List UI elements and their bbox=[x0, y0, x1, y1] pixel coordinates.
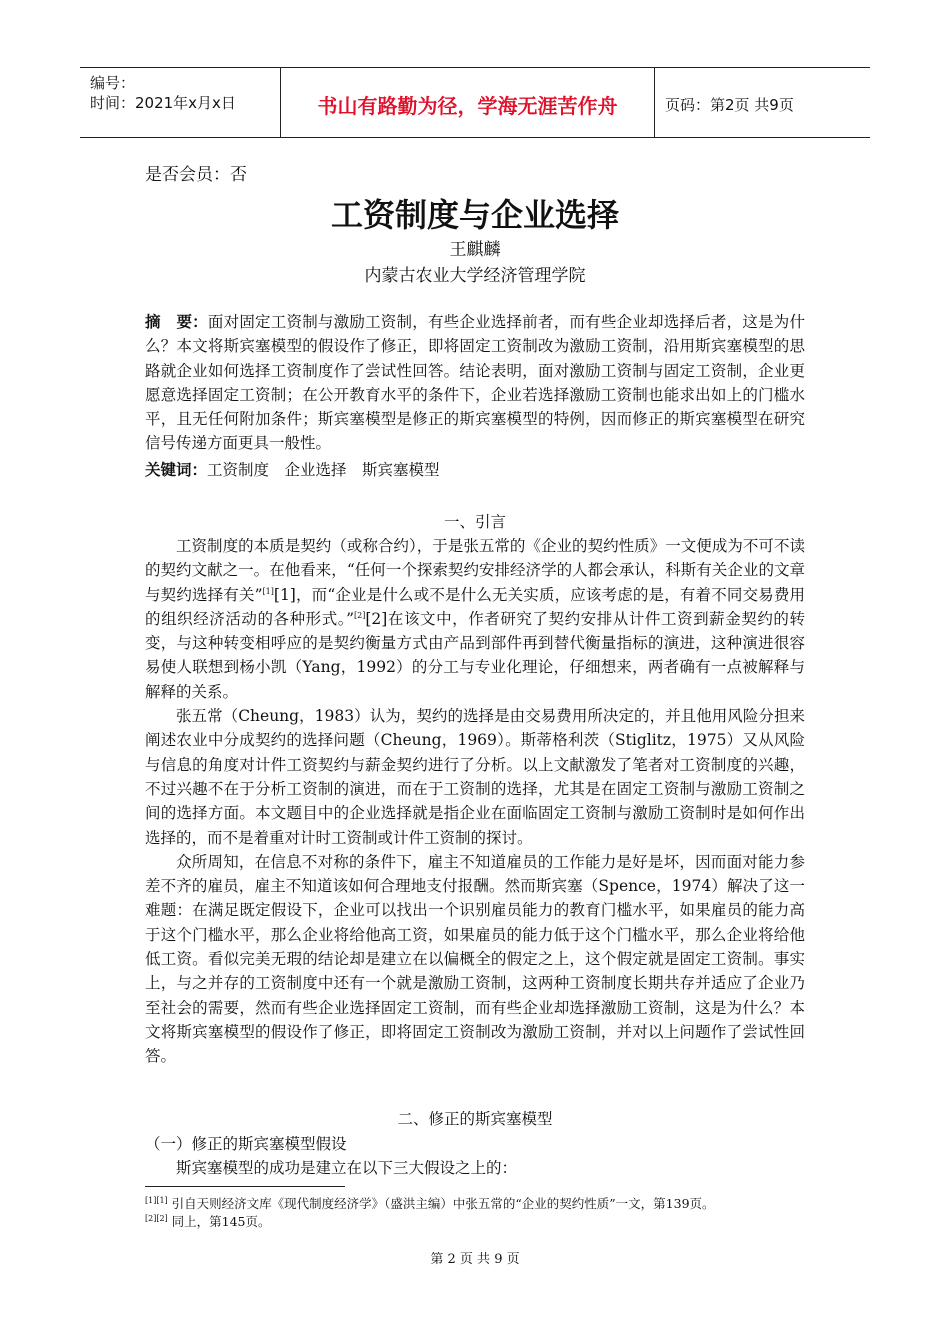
section2-paragraph-1: 斯宾塞模型的成功是建立在以下三大假设之上的： bbox=[176, 1159, 518, 1177]
section1-paragraph-2: 张五常（Cheung，1983）认为，契约的选择是由交易费用所决定的，并且他用风险分担来阐述农业中分成契约的选择问题（Cheung，1969）。斯蒂格利茨（Stiglitz，1975）又从风险与信息的角度对计件工资契约与薪金契约进行了分析。以上文献激发了笔者对工资制度的兴趣，不过兴趣不在于分析工资制的演进，而在于工资制的选择，尤其是在固定工资制与激励工资制之间的选择方面。本文题目中的企业选择就是指企业在面临固定工资制与激励工资制时是如何作出选择的，而不是着重对计时工资制或计件工资制的探讨。 bbox=[145, 707, 805, 847]
section2-body bbox=[145, 1156, 805, 1180]
page-header bbox=[80, 67, 870, 138]
time-label: 时间：2021年x月x日 bbox=[90, 94, 236, 112]
number-label: 编号： bbox=[90, 74, 136, 92]
section2-heading: 二、修正的斯宾塞模型 bbox=[397, 1110, 553, 1128]
p1-text-b: [1]，而“企业是什么或不是什么无关实质，应该考虑的是，有着不同交易费用的组织经济活动的各种形式。” bbox=[145, 585, 805, 628]
footnote-divider bbox=[145, 1186, 345, 1187]
footnote-ref-1: [1] bbox=[262, 586, 274, 596]
page-footer: 第 2 页 共 9 页 bbox=[430, 1252, 520, 1267]
keywords bbox=[145, 458, 805, 482]
header-motto-cell bbox=[280, 68, 655, 137]
footnote-ref-2: [2] bbox=[354, 610, 366, 620]
section1-paragraph-3: 众所周知，在信息不对称的条件下，雇主不知道雇员的工作能力是好是坏，因而面对能力参差不齐的雇员，雇主不知道该如何合理地支付报酬。然而斯宾塞（Spence，1974）解决了这一难题：在满足既定假设下，企业可以找出一个识别雇员能力的教育门槛水平，如果雇员的能力高于这个门槛水平，那么企业将给他高工资，如果雇员的能力低于这个门槛水平，那么企业将给他低工资。看似完美无瑕的结论却是建立在以偏概全的假定之上，这个假定就是固定工资制。事实上，与之并存的工资制度中还有一个就是激励工资制，这两种工资制度长期共存并适应了企业乃至社会的需要，然而有些企业选择固定工资制，而有些企业却选择激励工资制，这是为什么？本文将斯宾塞模型的假设作了修正，即将固定工资制改为激励工资制，并对以上问题作了尝试性回答。 bbox=[145, 852, 805, 1066]
abstract-label: 摘 要： bbox=[145, 312, 208, 331]
header-page-label: 页码：第2页 共9页 bbox=[665, 96, 794, 114]
section1-body bbox=[145, 534, 805, 1069]
footnote-2-text: 同上，第145页。 bbox=[167, 1214, 271, 1229]
author-name: 王麒麟 bbox=[449, 240, 501, 260]
keywords-label: 关键词： bbox=[145, 460, 208, 479]
header-right-cell bbox=[653, 68, 870, 137]
footnote-1-text: 引自天则经济文库《现代制度经济学》（盛洪主编）中张五常的“企业的契约性质”一文，第139页。 bbox=[167, 1196, 715, 1211]
header-left-cell bbox=[80, 68, 280, 137]
p1-text-c: [2]在该文中，作者研究了契约安排从计件工资到薪金契约的转变，与这种转变相呼应的是契约衡量方式由产品到部件再到替代衡量指标的演进，这种演进很容易使人联想到杨小凯（Yang，1992）的分工与专业化理论，仔细想来，两者确有一点被解释与解释的关系。 bbox=[145, 609, 805, 701]
footnote-1-mark: [1][1] bbox=[145, 1195, 168, 1205]
document-title: 工资制度与企业选择 bbox=[330, 196, 619, 234]
keywords-text: 工资制度 企业选择 斯宾塞模型 bbox=[207, 461, 440, 479]
author-affiliation: 内蒙古农业大学经济管理学院 bbox=[364, 266, 586, 286]
footnote-2-mark: [2][2] bbox=[145, 1213, 168, 1223]
footnote-2 bbox=[145, 1212, 845, 1230]
header-motto: 书山有路勤为径，学海无涯苦作舟 bbox=[317, 94, 618, 118]
member-status: 是否会员：否 bbox=[145, 165, 247, 185]
section1-paragraph-1 bbox=[145, 534, 805, 704]
abstract bbox=[145, 310, 805, 456]
abstract-text: 面对固定工资制与激励工资制，有些企业选择前者，而有些企业却选择后者，这是为什么？本文将斯宾塞模型的假设作了修正，即将固定工资制改为激励工资制，沿用斯宾塞模型的思路就企业如何选择工资制度作了尝试性回答。结论表明，面对激励工资制与固定工资制，企业更愿意选择固定工资制；在公开教育水平的条件下，企业若选择激励工资制也能求出如上的门槛水平，且无任何附加条件；斯宾塞模型是修正的斯宾塞模型的特例，因而修正的斯宾塞模型在研究信号传递方面更具一般性。 bbox=[145, 313, 805, 453]
section2-subheading: （一）修正的斯宾塞模型假设 bbox=[145, 1135, 347, 1153]
section1-heading: 一、引言 bbox=[443, 513, 506, 531]
footnote-1 bbox=[145, 1194, 845, 1212]
p1-text-a: 工资制度的本质是契约（或称合约），于是张五常的《企业的契约性质》一文便成为不可不读的契约文献之一。在他看来，“任何一个探索契约安排经济学的人都会承认，科斯有关企业的文章与契约选择有关” bbox=[145, 537, 805, 604]
